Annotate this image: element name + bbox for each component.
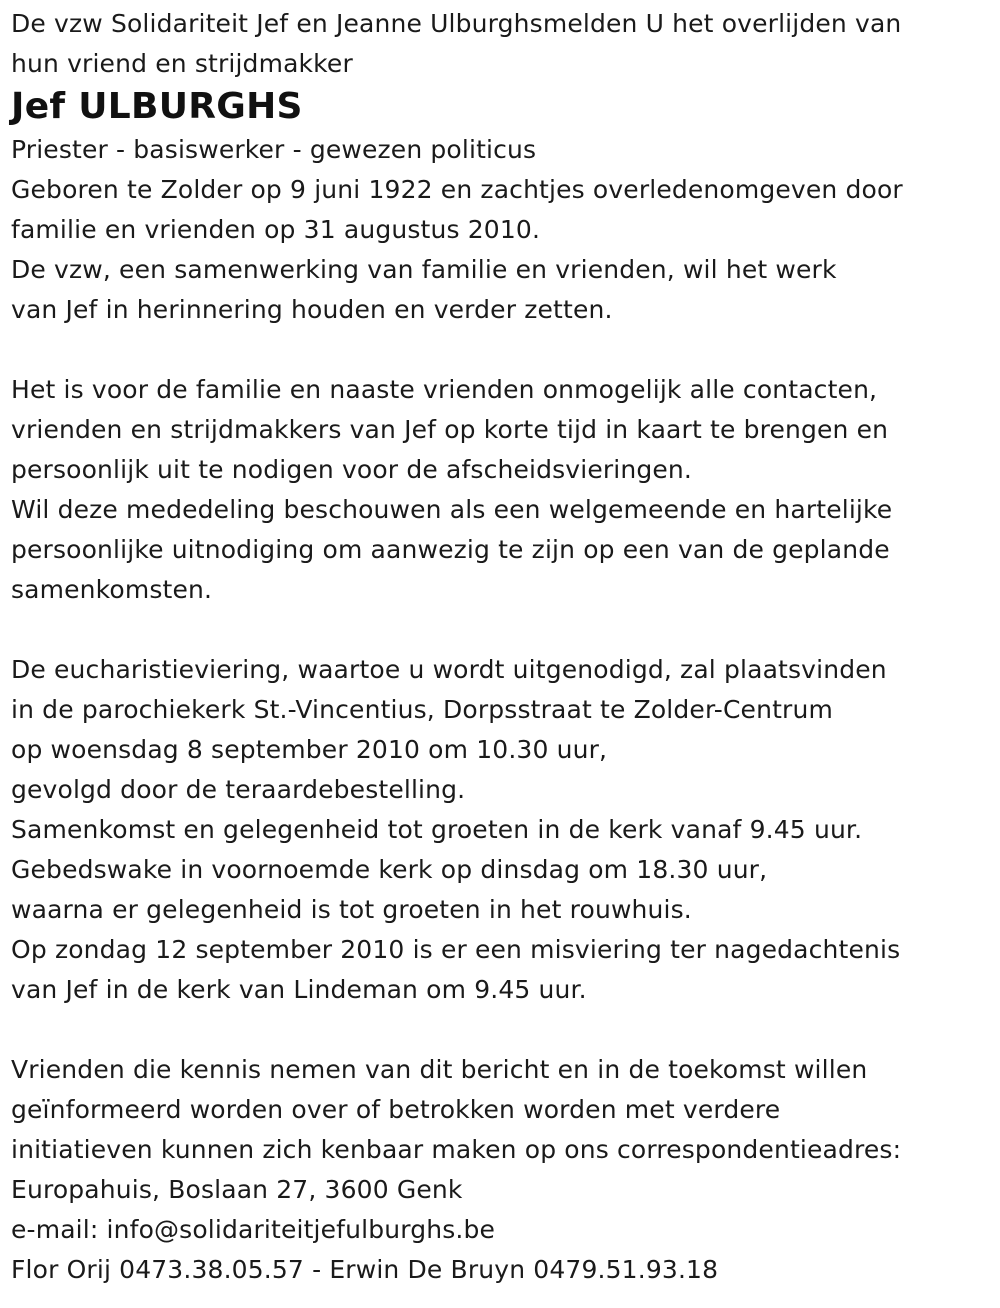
invitation-line: samenkomsten.	[11, 575, 213, 604]
intro-paragraph	[11, 4, 996, 84]
ceremony-line: Op zondag 12 september 2010 is er een misviering ter nagedachtenis	[11, 935, 901, 964]
contact-email: e-mail: info@solidariteitjefulburghs.be	[11, 1215, 496, 1244]
ceremony-line: gevolgd door de teraardebestelling.	[11, 775, 466, 804]
details-line: Priester - basiswerker - gewezen politicus	[11, 135, 537, 164]
intro-line: De vzw Solidariteit Jef en Jeanne Ulburghsmelden U het overlijden van	[11, 9, 902, 38]
contact-phones: Flor Orij 0473.38.05.57 - Erwin De Bruyn 0479.51.93.18	[11, 1255, 719, 1284]
invitation-line: vrienden en strijdmakkers van Jef op korte tijd in kaart te brengen en	[11, 415, 889, 444]
invitation-line: persoonlijk uit te nodigen voor de afscheidsvieringen.	[11, 455, 693, 484]
details-line: Geboren te Zolder op 9 juni 1922 en zachtjes overledenomgeven door	[11, 175, 903, 204]
contact-address: Europahuis, Boslaan 27, 3600 Genk	[11, 1175, 463, 1204]
details-line: van Jef in herinnering houden en verder zetten.	[11, 295, 613, 324]
contact-line: geïnformeerd worden over of betrokken worden met verdere	[11, 1095, 781, 1124]
invitation-line: persoonlijke uitnodiging om aanwezig te zijn op een van de geplande	[11, 535, 890, 564]
details-paragraph	[11, 130, 996, 330]
details-line: De vzw, een samenwerking van familie en vrienden, wil het werk	[11, 255, 837, 284]
contact-paragraph	[11, 1050, 996, 1290]
details-line: familie en vrienden op 31 augustus 2010.	[11, 215, 541, 244]
ceremony-line: De eucharistieviering, waartoe u wordt uitgenodigd, zal plaatsvinden	[11, 655, 887, 684]
ceremony-paragraph	[11, 650, 996, 1010]
ceremony-line: in de parochiekerk St.-Vincentius, Dorpsstraat te Zolder-Centrum	[11, 695, 833, 724]
paragraph-spacer	[11, 1010, 996, 1050]
ceremony-line: Samenkomst en gelegenheid tot groeten in de kerk vanaf 9.45 uur.	[11, 815, 863, 844]
paragraph-spacer	[11, 610, 996, 650]
ceremony-line: op woensdag 8 september 2010 om 10.30 uur,	[11, 735, 608, 764]
invitation-line: Het is voor de familie en naaste vrienden onmogelijk alle contacten,	[11, 375, 878, 404]
intro-line: hun vriend en strijdmakker	[11, 49, 353, 78]
paragraph-spacer	[11, 330, 996, 370]
contact-line: initiatieven kunnen zich kenbaar maken op ons correspondentieadres:	[11, 1135, 902, 1164]
deceased-name: Jef ULBURGHS	[11, 86, 303, 127]
ceremony-line: waarna er gelegenheid is tot groeten in het rouwhuis.	[11, 895, 692, 924]
obituary-notice	[11, 4, 996, 1290]
ceremony-line: Gebedswake in voornoemde kerk op dinsdag om 18.30 uur,	[11, 855, 768, 884]
invitation-paragraph	[11, 370, 996, 610]
invitation-line: Wil deze mededeling beschouwen als een welgemeende en hartelijke	[11, 495, 893, 524]
ceremony-line: van Jef in de kerk van Lindeman om 9.45 uur.	[11, 975, 587, 1004]
contact-line: Vrienden die kennis nemen van dit bericht en in de toekomst willen	[11, 1055, 868, 1084]
